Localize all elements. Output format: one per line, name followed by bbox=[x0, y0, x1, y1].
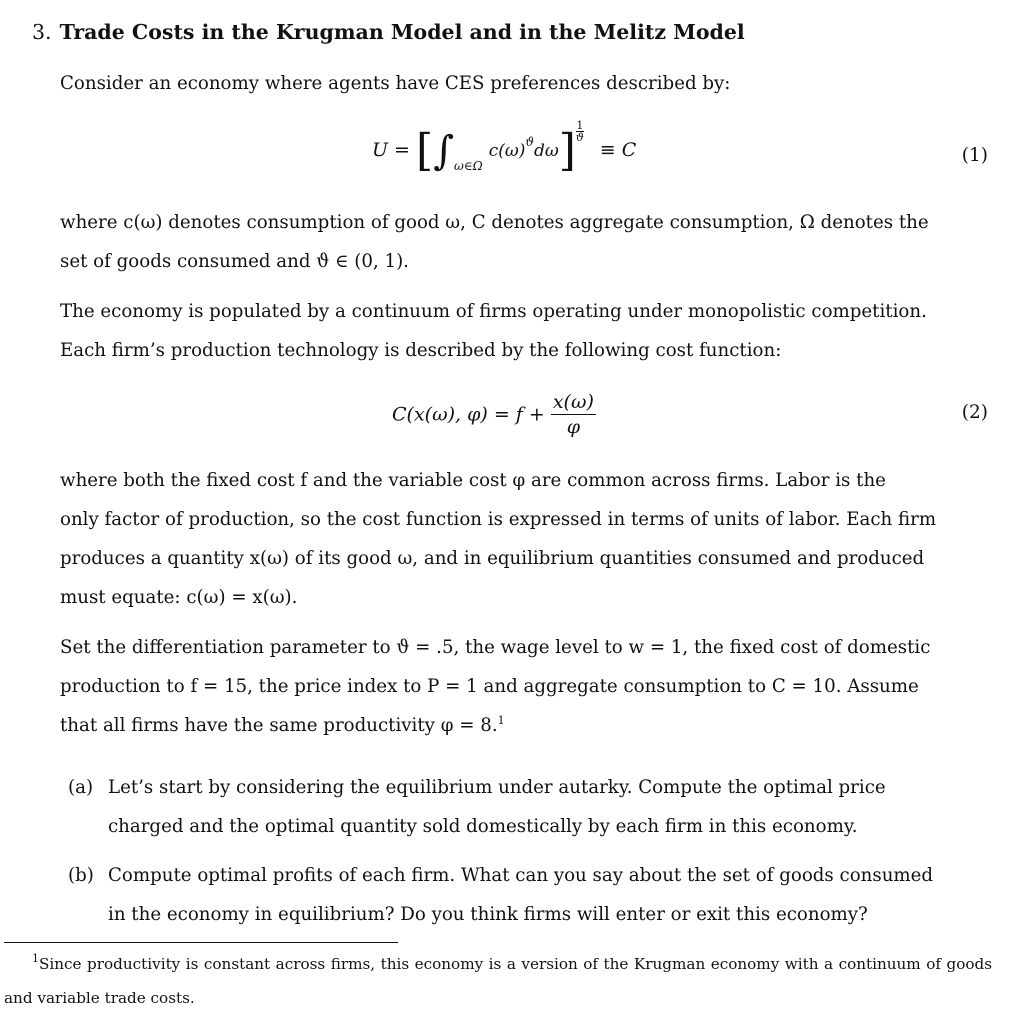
section-heading bbox=[32, 20, 745, 44]
params-line1: Set the differentiation parameter to ϑ = .5, the wage level to w = 1, the fixed cost of domestic bbox=[60, 637, 931, 658]
eq1-lhs: U = bbox=[372, 139, 410, 161]
where2-line2: only factor of production, so the cost function is expressed in terms of units of labor. Each firm bbox=[60, 509, 937, 530]
eq1-close-bracket: ] bbox=[558, 125, 576, 176]
firms-line1: The economy is populated by a continuum of firms operating under monopolistic competition. bbox=[60, 301, 927, 322]
footnote-text: Since productivity is constant across firms, this economy is a version of the Krugman economy with a continuum of goods and variable trade costs. bbox=[4, 955, 992, 1007]
part-b-line1: Compute optimal profits of each firm. What can you say about the set of goods consumed bbox=[108, 865, 934, 886]
footnote-mark: 1 bbox=[32, 952, 39, 965]
where2-line3: produces a quantity x(ω) of its good ω, and in equilibrium quantities consumed and produced bbox=[60, 548, 925, 569]
eq1-dw: dω bbox=[533, 141, 559, 161]
part-a-line1: Let’s start by considering the equilibrium under autarky. Compute the optimal price bbox=[108, 777, 886, 798]
section-title: Trade Costs in the Krugman Model and in the Melitz Model bbox=[59, 20, 745, 44]
eq1-integrand: c(ω) bbox=[488, 141, 526, 161]
part-a-text bbox=[108, 768, 990, 846]
params-line2: production to f = 15, the price index to P = 1 and aggregate consumption to C = 10. Assume bbox=[60, 676, 919, 697]
where-paragraph-1 bbox=[60, 203, 990, 281]
eq1-exponent: $\frac{1}{ϑ}$ bbox=[575, 119, 584, 144]
part-b-line2: in the economy in equilibrium? Do you think firms will enter or exit this economy? bbox=[108, 904, 868, 925]
parameters-paragraph bbox=[60, 628, 990, 747]
eq1-domain: ω∈Ω bbox=[454, 159, 483, 173]
footnote-rule bbox=[4, 942, 398, 943]
equation-2-number: (2) bbox=[961, 402, 988, 423]
eq1-power: ϑ bbox=[525, 135, 534, 149]
where-paragraph-2 bbox=[60, 461, 990, 617]
part-b-text bbox=[108, 856, 990, 934]
part-a-label: (a) bbox=[68, 777, 94, 798]
where2-line4: must equate: c(ω) = x(ω). bbox=[60, 587, 298, 608]
firms-paragraph bbox=[60, 292, 990, 370]
eq2-fraction bbox=[551, 390, 596, 439]
part-b-label: (b) bbox=[68, 865, 94, 886]
params-line3: that all firms have the same productivity φ = 8. bbox=[60, 715, 498, 736]
eq2-lhs: C(x(ω), φ) = f + bbox=[392, 403, 545, 426]
equation-1-number: (1) bbox=[961, 145, 988, 166]
integral-sign: ∫ bbox=[433, 128, 455, 174]
firms-line2: Each firm’s production technology is described by the following cost function: bbox=[60, 340, 782, 361]
eq2-denominator: φ bbox=[566, 416, 580, 438]
params-line3-wrap bbox=[60, 706, 990, 747]
eq1-open-bracket: [ bbox=[416, 125, 434, 176]
eq2-numerator: x(ω) bbox=[552, 391, 594, 413]
footnote bbox=[4, 948, 992, 1014]
part-a-line2: charged and the optimal quantity sold domestically by each firm in this economy. bbox=[108, 816, 858, 837]
where1-line1: where c(ω) denotes consumption of good ω, C denotes aggregate consumption, Ω denotes the bbox=[60, 212, 929, 233]
equation-1 bbox=[372, 119, 637, 176]
eq1-rhs: ≡ C bbox=[599, 139, 637, 161]
where2-line1: where both the fixed cost f and the variable cost φ are common across firms. Labor is the bbox=[60, 470, 886, 491]
equation-2 bbox=[392, 390, 596, 439]
section-number: 3. bbox=[32, 20, 52, 44]
footnote-reference[interactable]: 1 bbox=[497, 714, 505, 727]
intro-paragraph: Consider an economy where agents have CES preferences described by: bbox=[60, 73, 731, 94]
where1-line2: set of goods consumed and ϑ ∈ (0, 1). bbox=[60, 251, 409, 272]
